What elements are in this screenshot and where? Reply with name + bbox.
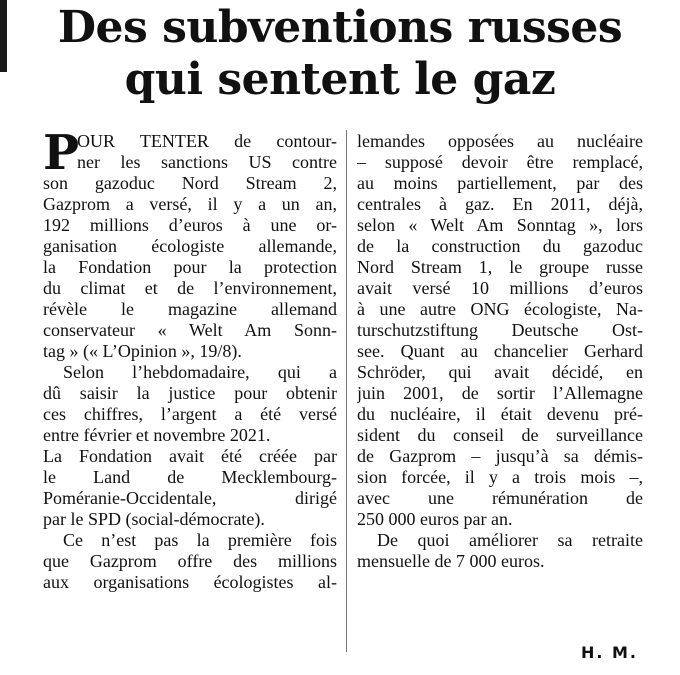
article-line: à une autre ONG écologiste, Na- [357,299,643,319]
article-line: le Land de Mecklembourg- [43,467,337,487]
article-line: Schröder, qui avait décidé, en [357,362,643,382]
article-line: du climat et de l’environnement, [43,278,337,298]
article-line: sion forcée, il y a trois mois –, [357,467,643,487]
article-line: de la construction du gazoduc [357,236,643,256]
article-line: De quoi améliorer sa retraite [377,530,643,550]
article-line: ces chiffres, l’argent a été versé [43,404,337,424]
article-line: see. Quant au chancelier Gerhard [357,341,643,361]
article-line: la Fondation pour la protection [43,257,337,277]
article-line: au moins partiellement, par des [357,173,643,193]
article-line: de Gazprom – jusqu’à sa démis- [357,446,643,466]
article-line: – supposé devoir être remplacé, [357,152,643,172]
article-line: Selon l’hebdomadaire, qui a [63,362,337,382]
article-line: 192 millions d’euros à une or- [43,215,337,235]
article-line: 250 000 euros par an. [357,509,513,529]
article-line: Poméranie-Occidentale, dirigé [43,488,337,508]
article-line: selon « Welt Am Sonntag », lors [357,215,643,235]
article-line: turschutzstiftung Deutsche Ost- [357,320,643,340]
article-line: Gazprom a versé, il y a un an, [43,194,337,214]
article-line: juin 2001, de sortir l’Allemagne [357,383,643,403]
drop-cap: P [43,125,80,181]
article-line: tag » (« L’Opinion », 19/8). [43,341,242,361]
article-line: lemandes opposées au nucléaire [357,131,643,151]
article-line: centrales à gaz. En 2011, déjà, [357,194,643,214]
article-line: La Fondation avait été créée par [43,446,337,466]
article-line: sident du conseil de surveillance [357,425,643,445]
article-line: conservateur « Welt Am Sonn- [43,320,337,340]
article-headline [20,2,660,106]
headline-line-1: Des subventions russes [57,2,623,53]
article-line: Ce n’est pas la première fois [63,530,337,550]
article-column-right [357,131,643,572]
article-line: son gazoduc Nord Stream 2, [43,173,337,193]
article-line: entre février et novembre 2021. [43,425,271,445]
article-line: du nucléaire, il était devenu pré- [357,404,643,424]
article-line: dû saisir la justice pour obtenir [43,383,337,403]
article-line: ganisation écologiste allemande, [43,236,337,256]
article-line: avec une rémunération de [357,488,643,508]
column-divider [346,130,347,652]
page-edge-bar [0,0,7,72]
article-line: par le SPD (social-démocrate). [43,509,265,529]
article-column-left [43,125,337,593]
article-line: ner les sanctions US contre [77,152,337,172]
article-line: OUR TENTER de contour- [77,131,337,151]
author-signature: H. M. [580,643,638,662]
article-line: mensuelle de 7 000 euros. [357,551,545,571]
article-line: révèle le magazine allemand [43,299,337,319]
headline-line-2: qui sentent le gaz [124,54,556,105]
article-line: avait versé 10 millions d’euros [357,278,643,298]
article-line: que Gazprom offre des millions [43,551,337,571]
article-line: Nord Stream 1, le groupe russe [357,257,643,277]
article-line: aux organisations écologistes al- [43,572,337,592]
